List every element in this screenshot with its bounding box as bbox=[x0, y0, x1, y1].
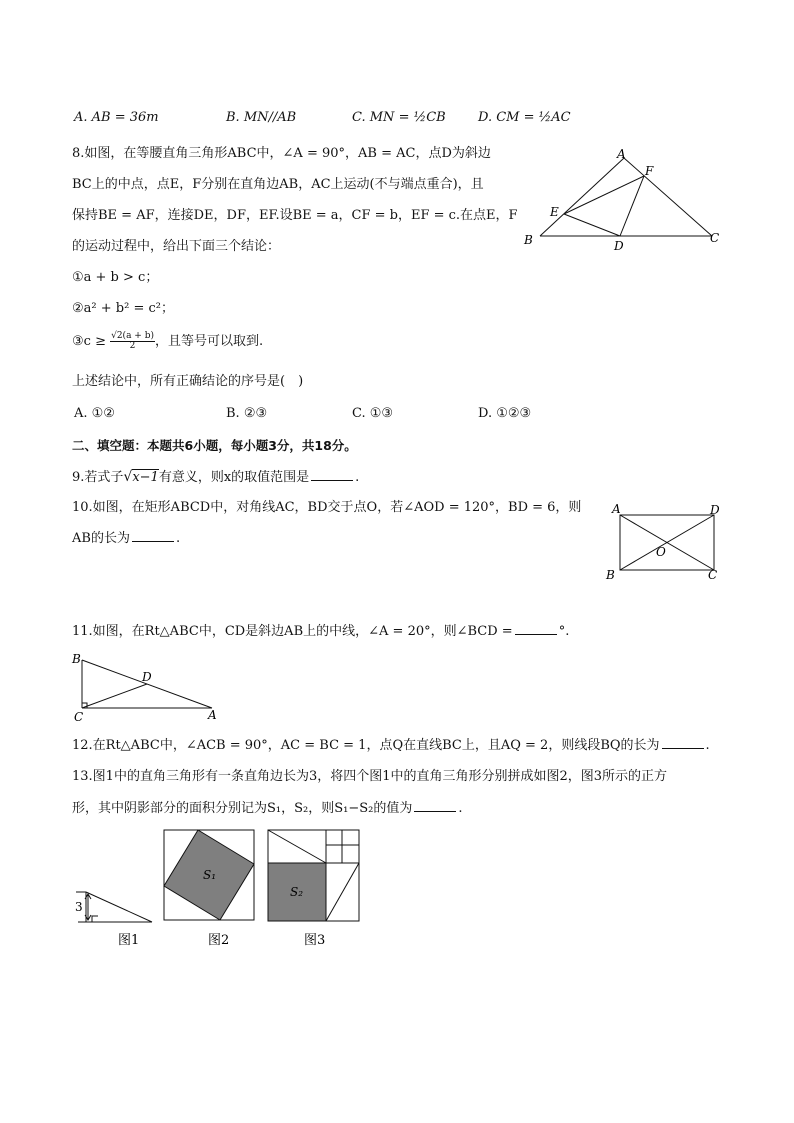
q12-text: 12.在Rt△ABC中，∠ACB = 90°，AC = BC = 1，点Q在直线BC上，且AQ = 2，则线段BQ的长为 bbox=[72, 738, 660, 753]
q8-label-f: F bbox=[645, 164, 654, 178]
q8-ask: 上述结论中，所有正确结论的序号是( ) bbox=[72, 374, 304, 389]
q8-side-ac bbox=[624, 158, 712, 236]
q10-label-o: O bbox=[656, 545, 666, 559]
q13-line2 bbox=[72, 801, 463, 817]
q11-label-c: C bbox=[74, 710, 84, 724]
q8-line1: 8.如图，在等腰直角三角形ABC中，∠A = 90°，AB = AC，点D为斜边 bbox=[72, 146, 491, 161]
q13-fig1-side-label: 3 bbox=[75, 900, 83, 914]
q11-text: 11.如图，在Rt△ABC中，CD是斜边AB上的中线，∠A = 20°，则∠BCD = bbox=[72, 624, 513, 639]
q9-end: . bbox=[355, 470, 360, 485]
q8-segment-ef bbox=[564, 176, 644, 214]
q8-label-b: B bbox=[524, 233, 533, 247]
q9-radical: √ bbox=[123, 469, 133, 485]
q13-caption-2: 图2 bbox=[208, 933, 230, 948]
q8-conclusion-2: ②a² + b² = c²； bbox=[72, 301, 174, 316]
q11-label-d: D bbox=[142, 670, 152, 684]
q11-median-cd bbox=[82, 684, 147, 708]
q9-radicand: x−1 bbox=[132, 470, 159, 485]
q10-label-c: C bbox=[708, 568, 718, 582]
q13-figure-3 bbox=[268, 830, 359, 921]
q8-option-a[interactable]: A. ①② bbox=[74, 406, 115, 421]
q8-conclusion-3 bbox=[72, 332, 263, 351]
q10-label-d: D bbox=[710, 503, 720, 517]
q10-line2 bbox=[72, 531, 180, 547]
q8-line3: 保持BE = AF，连接DE，DF，EF.设BE = a，CF = b，EF = c.在点E，F bbox=[72, 208, 518, 223]
q9-post: 有意义，则x的取值范围是 bbox=[158, 470, 310, 485]
q10-line2-text: AB的长为 bbox=[72, 531, 130, 546]
q11-end: °. bbox=[558, 624, 570, 639]
q8-side-ab bbox=[540, 158, 624, 236]
q8-label-d: D bbox=[614, 239, 624, 253]
q7-option-a[interactable]: A. AB = 36m bbox=[74, 110, 159, 125]
q11-answer-blank[interactable] bbox=[515, 624, 557, 635]
q8-option-d[interactable]: D. ①②③ bbox=[478, 406, 532, 421]
q13-caption-3: 图3 bbox=[304, 933, 326, 948]
q7-option-c[interactable]: C. MN = ½CB bbox=[352, 110, 446, 125]
q13-line1: 13.图1中的直角三角形有一条直角边长为3，将四个图1中的直角三角形分别拼成如图2，图3所示的正方 bbox=[72, 769, 668, 784]
q8-c3-num: √2(a + b) bbox=[111, 331, 154, 341]
q8-label-c: C bbox=[710, 231, 720, 245]
q8-label-a: A bbox=[617, 147, 626, 161]
q8-option-c[interactable]: C. ①③ bbox=[352, 406, 394, 421]
q13-end: . bbox=[458, 801, 463, 816]
q13-s1-label: S₁ bbox=[203, 868, 217, 882]
q10-figure bbox=[602, 500, 732, 586]
q12-answer-blank[interactable] bbox=[662, 738, 704, 749]
q13-s2-label: S₂ bbox=[290, 885, 304, 899]
q8-line4: 的运动过程中，给出下面三个结论： bbox=[72, 239, 281, 254]
q11-line1 bbox=[72, 624, 569, 640]
q10-end: . bbox=[175, 531, 181, 546]
q13-figures bbox=[66, 826, 376, 950]
q12-line1 bbox=[72, 738, 710, 754]
q8-c3-den: 2 bbox=[129, 341, 136, 351]
q7-option-b[interactable]: B. MN//AB bbox=[226, 110, 297, 125]
q9-pre: 9.若式子 bbox=[72, 470, 124, 485]
q7-option-d[interactable]: D. CM = ½AC bbox=[478, 110, 571, 125]
q13-answer-blank[interactable] bbox=[414, 801, 456, 812]
q8-option-b[interactable]: B. ②③ bbox=[226, 406, 268, 421]
q9-answer-blank[interactable] bbox=[311, 470, 353, 481]
q10-line1: 10.如图，在矩形ABCD中，对角线AC，BD交于点O，若∠AOD = 120°，BD = 6，则 bbox=[72, 500, 582, 515]
section-2-header: 二、填空题：本题共6小题，每小题3分，共18分。 bbox=[72, 438, 357, 453]
q12-end: . bbox=[705, 738, 710, 753]
q10-label-b: B bbox=[606, 568, 615, 582]
q8-segment-df bbox=[620, 176, 644, 236]
q8-c3-post: ，且等号可以取到. bbox=[154, 334, 264, 349]
q11-label-b: B bbox=[72, 652, 81, 666]
q13-line2-text: 形，其中阴影部分的面积分别记为S₁，S₂，则S₁−S₂的值为 bbox=[72, 801, 413, 816]
q10-label-a: A bbox=[612, 502, 621, 516]
q9 bbox=[72, 469, 359, 486]
q8-figure bbox=[516, 144, 726, 254]
q13-caption-1: 图1 bbox=[118, 933, 140, 948]
q8-conclusion-1: ①a + b > c； bbox=[72, 270, 159, 285]
q8-segment-de bbox=[564, 214, 620, 236]
q8-line2: BC上的中点，点E，F分别在直角边AB，AC上运动(不与端点重合)，且 bbox=[72, 177, 484, 192]
q8-c3-fraction bbox=[110, 332, 155, 351]
q10-answer-blank[interactable] bbox=[132, 531, 174, 542]
q11-label-a: A bbox=[208, 708, 217, 722]
q13-figure-1 bbox=[76, 892, 152, 922]
q8-label-e: E bbox=[550, 205, 559, 219]
q8-c3-pre: ③c ≥ bbox=[72, 334, 111, 349]
q11-figure bbox=[66, 650, 226, 726]
